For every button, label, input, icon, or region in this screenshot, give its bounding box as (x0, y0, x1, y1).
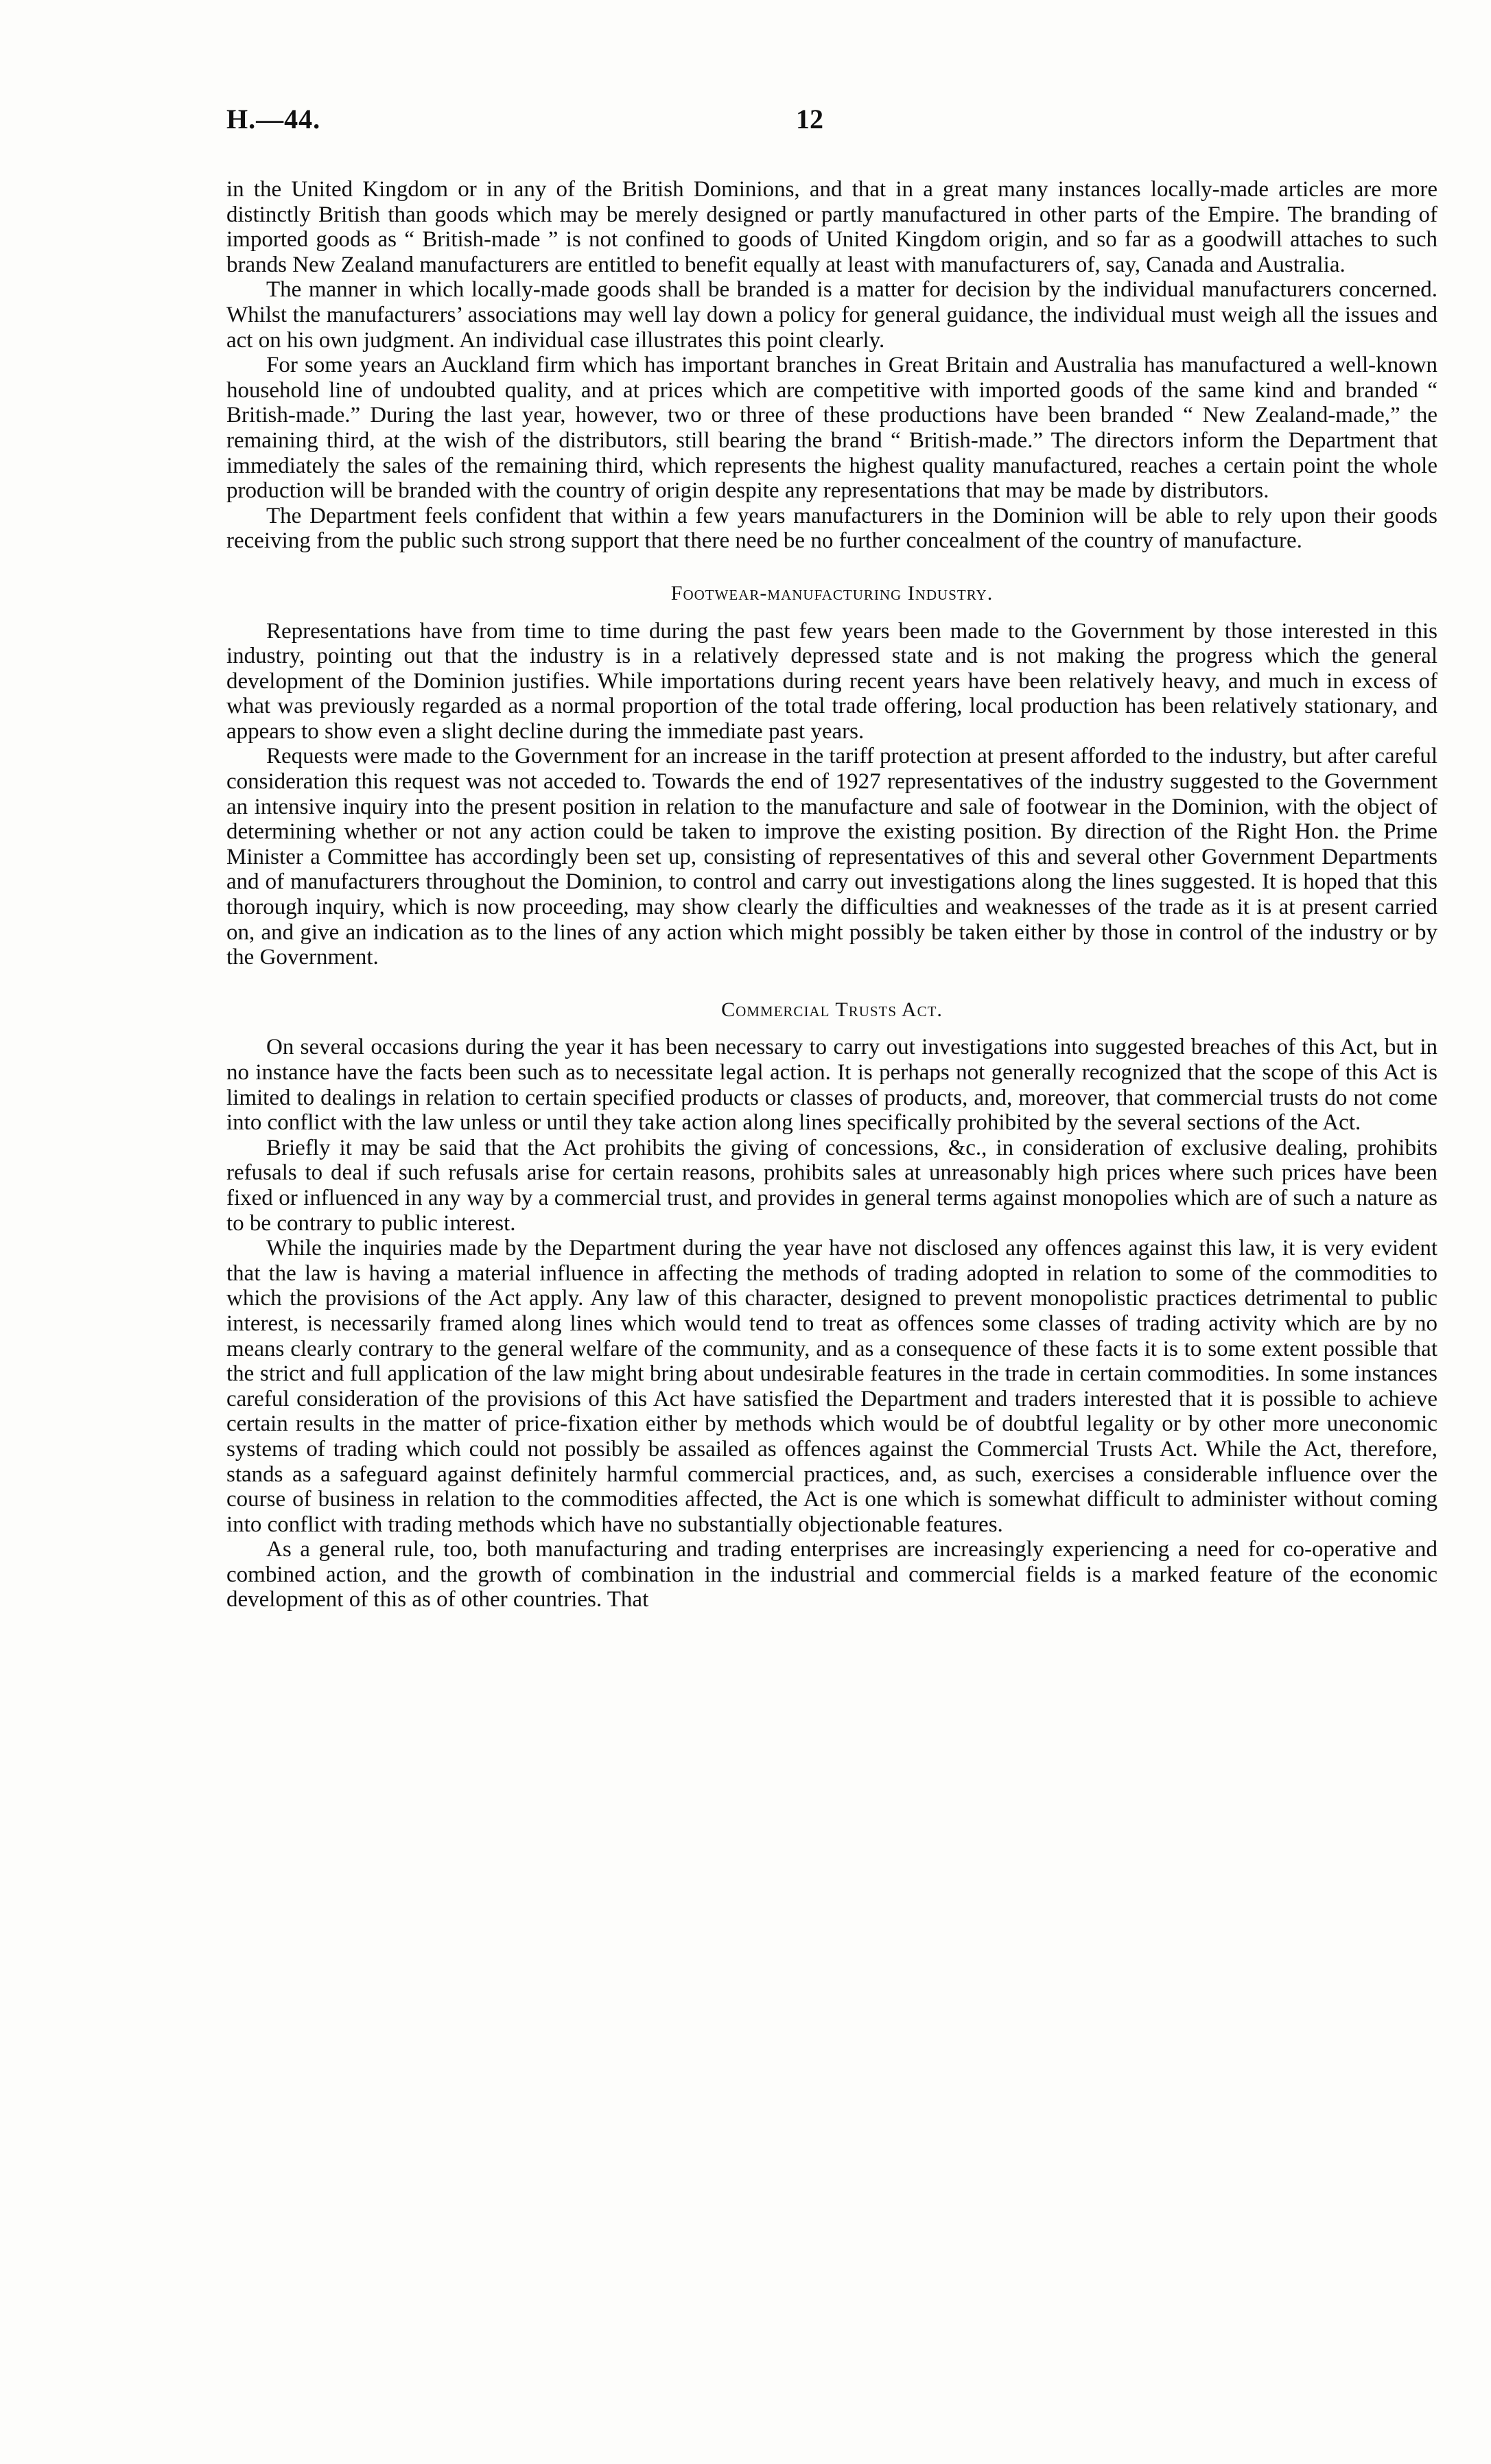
section-heading-footwear: Footwear-manufacturing Industry. (670, 581, 994, 605)
paragraph: As a general rule, too, both manufacturing and trading enterprises are increasingly experiencing a need for co-operative and combined action, and the growth of combination in the industrial and commercial fields is a marked feature of the economic development of this as of other countries. That (226, 1537, 1437, 1612)
document-body (226, 177, 1437, 1612)
paragraph: On several occasions during the year it has been necessary to carry out investigations into suggested breaches of this Act, but in no instance have the facts been such as to necessitate legal action. It is perhaps not generally recognized that the scope of this Act is limited to dealings in relation to certain specified products or classes of products, and, moreover, that commercial trusts do not come into conflict with the law unless or until they take action along lines specifically prohibited by the several sections of the Act. (226, 1035, 1437, 1136)
page-number: 12 (796, 104, 823, 134)
paragraph: Briefly it may be said that the Act prohibits the giving of concessions, &c., in consideration of exclusive dealing, prohibits refusals to deal if such refusals arise for certain reasons, prohibits sales at unreasonably high prices where such prices have been fixed or influenced in any way by a commercial trust, and provides in general terms against monopolies which are of such a nature as to be contrary to public interest. (226, 1135, 1437, 1236)
paragraph: Representations have from time to time during the past few years been made to the Government by those interested in this industry, pointing out that the industry is in a relatively depressed state and is not making the progress which the general development of the Dominion justifies. While importations during recent years have been relatively heavy, and much in excess of what was previously regarded as a normal proportion of the total trade offering, local production has been relatively stationary, and appears to show even a slight decline during the immediate past years. (226, 618, 1437, 744)
section-heading-trusts: Commercial Trusts Act. (721, 998, 943, 1021)
document-page (226, 103, 1437, 1612)
paragraph: in the United Kingdom or in any of the British Dominions, and that in a great many instances locally-made articles are more distinctly British than goods which may be merely designed or partly manufactured in other parts of the Empire. The branding of imported goods as “ British-made ” is not confined to goods of United Kingdom origin, and so far as a goodwill attaches to such brands New Zealand manufacturers are entitled to benefit equally at least with manufacturers of, say, Canada and Australia. (226, 177, 1437, 277)
document-reference: H.—44. (226, 104, 321, 134)
page-header (226, 103, 1437, 165)
paragraph: The manner in which locally-made goods shall be branded is a matter for decision by the individual manufacturers concerned. Whilst the manufacturers’ associations may well lay down a policy for general guidance, the individual must weigh all the issues and act on his own judgment. An individual case illustrates this point clearly. (226, 277, 1437, 353)
paragraph: Requests were made to the Government for an increase in the tariff protection at present afforded to the industry, but after careful consideration this request was not acceded to. Towards the end of 1927 representatives of the industry suggested to the Government an intensive inquiry into the present position in relation to the manufacture and sale of footwear in the Dominion, with the object of determining whether or not any action could be taken to improve the existing position. By direction of the Right Hon. the Prime Minister a Committee has accordingly been set up, consisting of representatives of this and several other Government Departments and of manufacturers throughout the Dominion, to control and carry out investigations along the lines suggested. It is hoped that this thorough inquiry, which is now proceeding, may show clearly the difficulties and weaknesses of the trade as it is at present carried on, and give an indication as to the lines of any action which might possibly be taken either by those in control of the industry or by the Government. (226, 744, 1437, 970)
paragraph: The Department feels confident that within a few years manufacturers in the Dominion will be able to rely upon their goods receiving from the public such strong support that there need be no further concealment of the country of manufacture. (226, 503, 1437, 554)
paragraph: For some years an Auckland firm which has important branches in Great Britain and Australia has manufactured a well-known household line of undoubted quality, and at prices which are competitive with imported goods of the same kind and branded “ British-made.” During the last year, however, two or three of these productions have been branded “ New Zealand-made,” the remaining third, at the wish of the distributors, still bearing the brand “ British-made.” The directors inform the Department that immediately the sales of the remaining third, which represents the highest quality manufactured, reaches a certain point the whole production will be branded with the country of origin despite any representations that may be made by distributors. (226, 353, 1437, 504)
paragraph: While the inquiries made by the Department during the year have not disclosed any offences against this law, it is very evident that the law is having a material influence in affecting the methods of trading adopted in relation to some of the commodities to which the provisions of the Act apply. Any law of this character, designed to prevent monopolistic practices detrimental to public interest, is necessarily framed along lines which would tend to treat as offences some classes of trading activity which are by no means clearly contrary to the general welfare of the community, and as a consequence of these facts it is to some extent possible that the strict and full application of the law might bring about undesirable features in the trade in certain commodities. In some instances careful consideration of the provisions of this Act have satisfied the Department and traders interested that it is possible to achieve certain results in the matter of price-fixation either by methods which would be of doubtful legality or by other more uneconomic systems of trading which could not possibly be assailed as offences against the Commercial Trusts Act. While the Act, therefore, stands as a safeguard against definitely harmful commercial practices, and, as such, exercises a considerable influence over the course of business in relation to the commodities affected, the Act is one which is somewhat difficult to administer without coming into conflict with trading methods which have no substantially objectionable features. (226, 1236, 1437, 1537)
